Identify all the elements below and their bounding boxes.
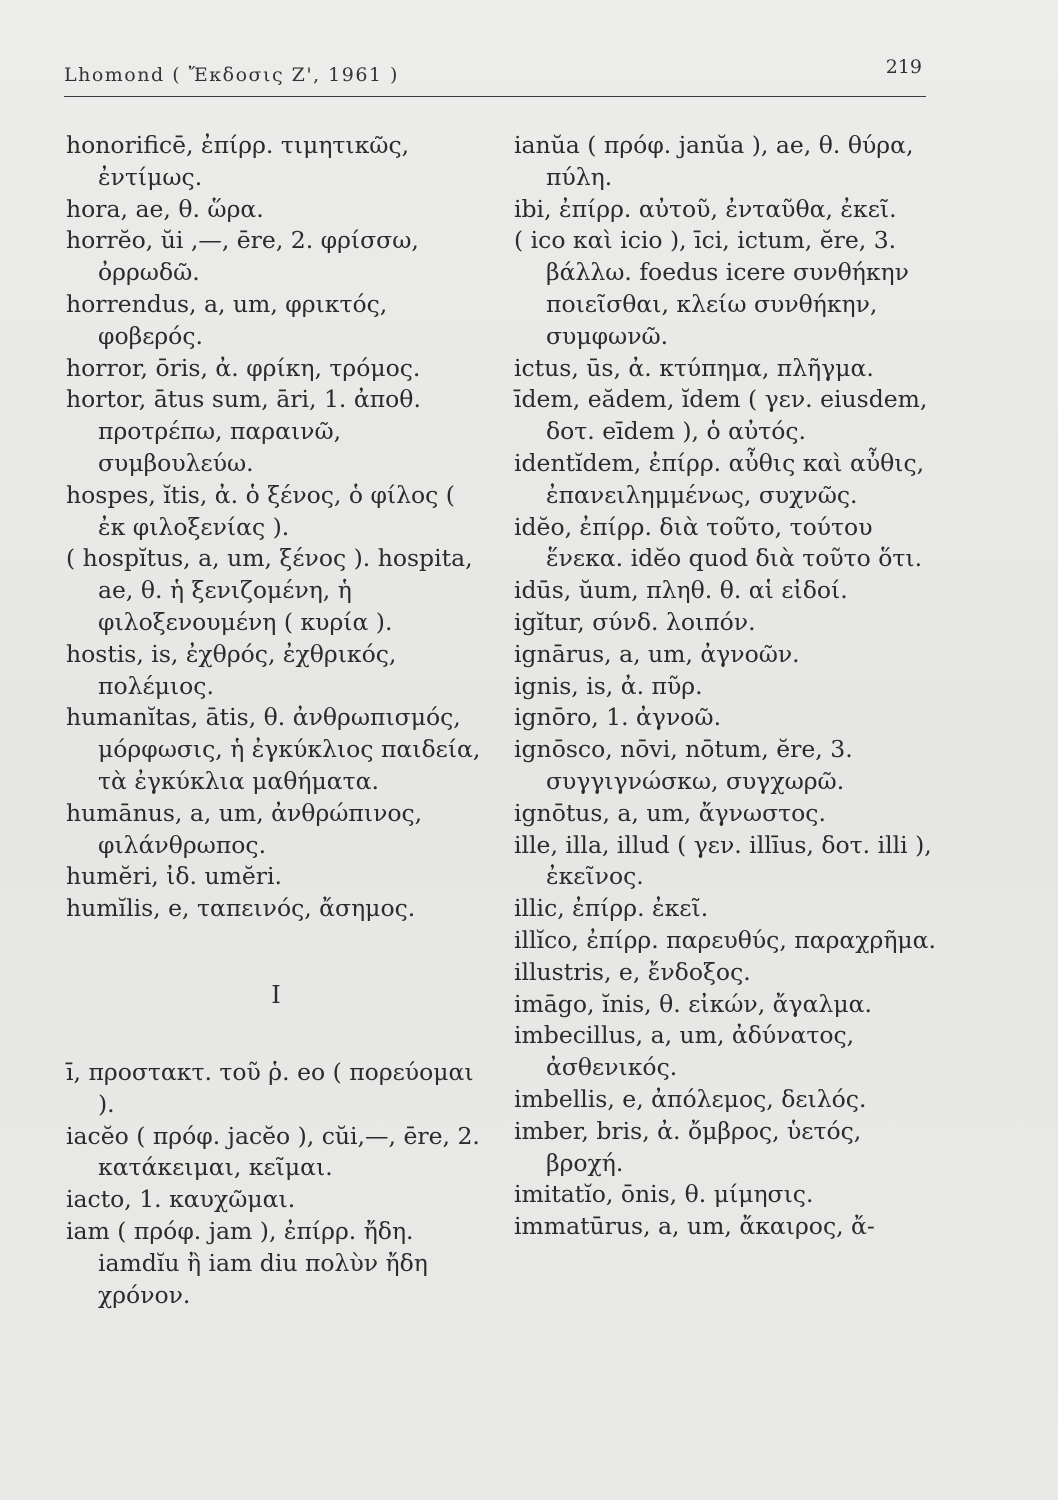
dictionary-entry: ictus, ūs, ἀ. κτύπημα, πλῆγμα.	[514, 353, 874, 382]
dictionary-entry: humĕri, ἰδ. umĕri.	[66, 862, 282, 891]
dictionary-entry: iacto, 1. καυχῶμαι.	[66, 1185, 296, 1214]
dictionary-entry: illic, ἐπίρρ. ἐκεῖ.	[514, 894, 709, 923]
dictionary-entry: ibi, ἐπίρρ. αὐτοῦ, ἐνταῦθα, ἐκεῖ.	[514, 194, 897, 223]
dictionary-entry: imbecillus, a, um, ἀδύνατος, ἀσθενικός.	[514, 1021, 862, 1082]
dictionary-entry: horrendus, a, um, φρικτός, φοβερός.	[66, 289, 395, 350]
dictionary-entry: idūs, ŭum, πληθ. θ. αἱ εἰδοί.	[514, 576, 848, 605]
dictionary-entry: hora, ae, θ. ὥρα.	[66, 194, 264, 223]
dictionary-entry: honorificē, ἐπίρρ. τιμητικῶς, ἐντίμως.	[66, 131, 417, 191]
dictionary-entry: ignōsco, nōvi, nōtum, ĕre, 3. συγγιγνώσκω, συγχωρῶ.	[514, 735, 861, 795]
dictionary-entry: īdem, eădem, ĭdem ( γεν. eiusdem, δοτ. eīdem ), ὁ αὐτός.	[514, 385, 935, 446]
dictionary-entry: ignōtus, a, um, ἄγνωστος.	[514, 798, 826, 827]
dictionary-entry: iacĕo ( πρόφ. jacĕo ), cŭi,—, ēre, 2. κατάκειμαι, κεῖμαι.	[66, 1121, 488, 1182]
dictionary-entry: imitatĭo, ōnis, θ. μίμησις.	[514, 1180, 814, 1209]
dictionary-entry: hospes, ĭtis, ἀ. ὁ ξένος, ὁ φίλος ( ἐκ φιλοξενίας ).	[66, 480, 463, 541]
running-head: Lhomond ( Ἔκδοσις Ζ', 1961 )	[64, 64, 399, 86]
dictionary-entry: horror, ōris, ἀ. φρίκη, τρόμος.	[66, 353, 421, 382]
section-letter-heading: I	[271, 980, 281, 1009]
dictionary-entry: ( ico καὶ icio ), īci, ictum, ĕre, 3. βάλλω. foedus icere συνθήκην ποιεῖσθαι, κλείω συνθήκην, συμφωνῶ.	[514, 226, 917, 350]
dictionary-entry: humanĭtas, ātis, θ. ἀνθρωπισμός, μόρφωσις, ἡ ἐγκύκλιος παιδεία, τὰ ἐγκύκλια μαθήματα.	[66, 703, 488, 795]
dictionary-entry: ianŭa ( πρόφ. janŭa ), ae, θ. θύρα, πύλη.	[514, 131, 921, 191]
dictionary-entry: horrĕo, ŭi ,—, ēre, 2. φρίσσω, ὀρρωδῶ.	[66, 226, 427, 287]
dictionary-entry: imbellis, e, ἀπόλεμος, δειλός.	[514, 1084, 867, 1113]
left-column	[66, 130, 486, 1311]
dictionary-entry: hortor, ātus sum, āri, 1. ἀποθ. προτρέπω, παραινῶ, συμβουλεύω.	[66, 385, 429, 477]
dictionary-entry: ignis, is, ἀ. πῦρ.	[514, 671, 703, 700]
dictionary-entry: hostis, is, ἐχθρός, ἐχθρικός, πολέμιος.	[66, 639, 404, 700]
dictionary-entry: ignārus, a, um, ἀγνοῶν.	[514, 639, 800, 668]
dictionary-entry: humānus, a, um, ἀνθρώπινος, φιλάνθρωπος.	[66, 798, 430, 859]
dictionary-entry: idĕo, ἐπίρρ. διὰ τοῦτο, τούτου ἕνεκα. idĕo quod διὰ τοῦτο ὅτι.	[514, 512, 923, 573]
dictionary-entry: ille, illa, illud ( γεν. illīus, δοτ. illi ), ἐκεῖνος.	[514, 830, 940, 891]
dictionary-entry: ī, προστακτ. τοῦ ῥ. eo ( πορεύομαι ).	[66, 1057, 482, 1118]
page-header	[64, 56, 926, 97]
dictionary-entry: illĭco, ἐπίρρ. παρευθύς, παραχρῆμα.	[514, 925, 937, 954]
dictionary-entry: imber, bris, ἀ. ὄμβρος, ὑετός, βροχή.	[514, 1116, 869, 1177]
dictionary-entry: illustris, e, ἔνδοξος.	[514, 957, 751, 986]
dictionary-entry: ignōro, 1. ἀγνοῶ.	[514, 703, 722, 732]
dictionary-entry: imāgo, ĭnis, θ. εἰκών, ἄγαλμα.	[514, 989, 872, 1018]
dictionary-entry: immatūrus, a, um, ἄκαιρος, ἄ-	[514, 1212, 875, 1241]
dictionary-entry: igĭtur, σύνδ. λοιπόν.	[514, 607, 756, 636]
right-column	[514, 130, 944, 1243]
dictionary-entry: iam ( πρόφ. jam ), ἐπίρρ. ἤδη. iamdĭu ἢ iam diu πολὺν ἤδη χρόνον.	[66, 1216, 436, 1309]
dictionary-entry: identĭdem, ἐπίρρ. αὖθις καὶ αὖθις, ἐπανειλημμένως, συχνῶς.	[514, 448, 932, 509]
page-number: 219	[885, 56, 922, 78]
dictionary-entry: humĭlis, e, ταπεινός, ἄσημος.	[66, 894, 416, 923]
dictionary-entry: ( hospĭtus, a, um, ξένος ). hospita, ae, θ. ἡ ξενιζομένη, ἡ φιλοξενουμένη ( κυρία ).	[66, 544, 481, 636]
